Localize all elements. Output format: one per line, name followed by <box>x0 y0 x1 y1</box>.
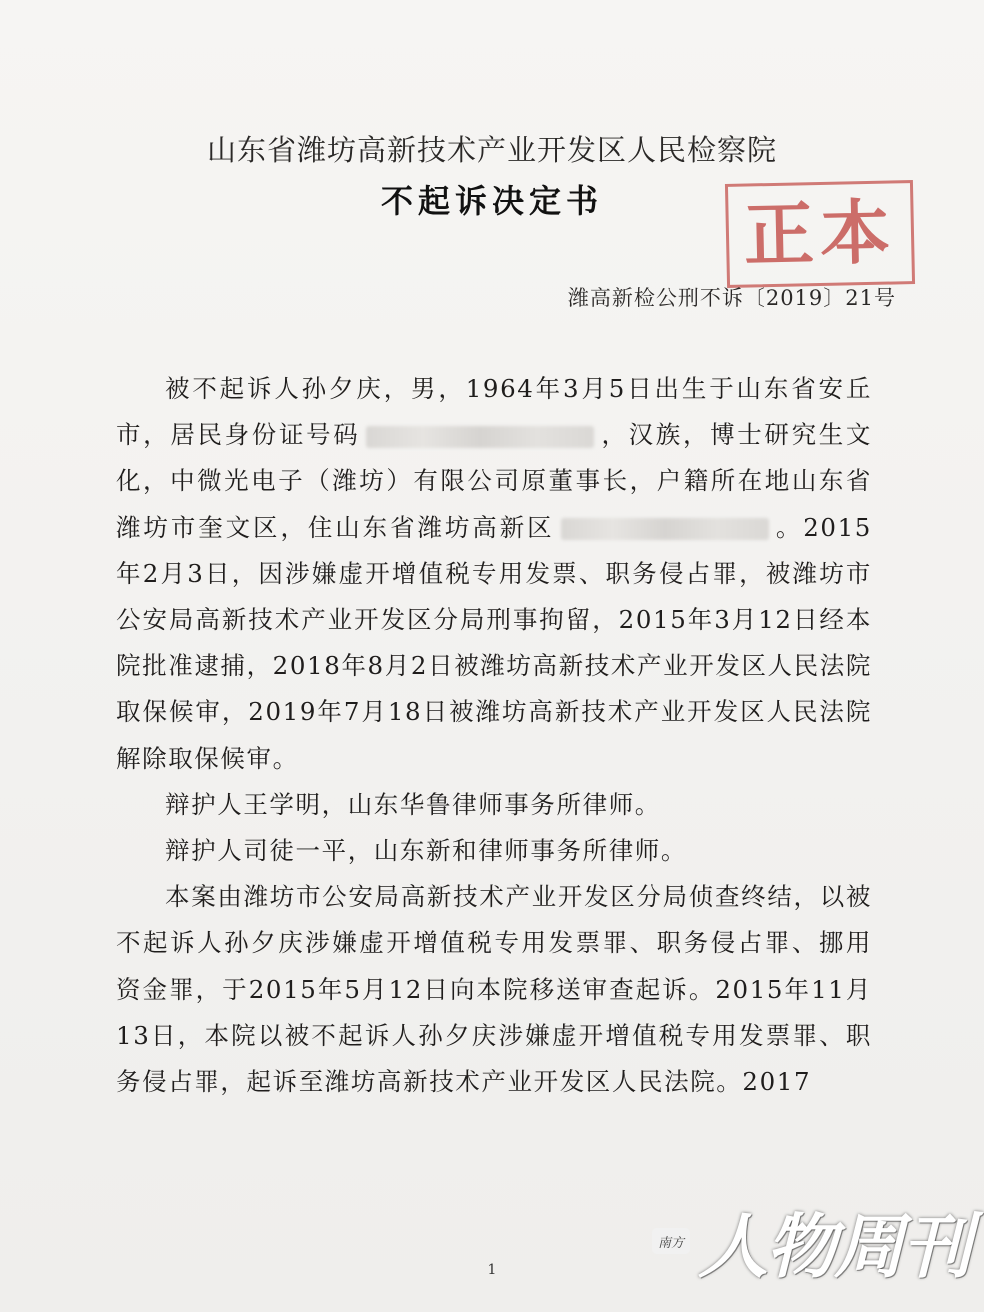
stamp-text: 正本 <box>743 191 897 277</box>
watermark-small-logo: 南方 <box>652 1228 690 1254</box>
document-type-title: 不起诉决定书 <box>380 182 603 220</box>
document-number: 潍高新检公刑不诉〔2019〕21号 <box>567 286 896 310</box>
redacted-address <box>561 518 769 540</box>
publication-watermark <box>652 1206 972 1302</box>
paragraph-defendant-info <box>116 366 872 782</box>
paragraph-defender-2: 辩护人司徒一平，山东新和律师事务所律师。 <box>165 836 687 866</box>
defendant-info-part3: 。2015年2月3日，因涉嫌虚开增值税专用发票、职务侵占罪，被潍坊市公安局高新技术产业开发区分局刑事拘留，2015年3月12日经本院批准逮捕，2018年8月2日被潍坊高新技术产业开发区人民法院取保候审，2019年7月18日被潍坊高新技术产业开发区人民法院解除取保候审。 <box>116 512 872 773</box>
document-issuer-title: 山东省潍坊高新技术产业开发区人民检察院 <box>206 133 777 167</box>
defendant-info-part1: 被不起诉人孙夕庆，男，1964年3月5日出生于山东省安丘市，居民身份证号码 <box>116 374 872 450</box>
watermark-big-logo: 人物周刊 <box>698 1206 970 1288</box>
page-number: 1 <box>487 1262 497 1278</box>
paragraph-case-history: 本案由潍坊市公安局高新技术产业开发区分局侦查终结，以被不起诉人孙夕庆涉嫌虚开增值税专用发票罪、职务侵占罪、挪用资金罪，于2015年5月12日向本院移送审查起诉。2015年11月13日，本院以被不起诉人孙夕庆涉嫌虚开增值税专用发票罪、职务侵占罪，起诉至潍坊高新技术产业开发区人民法院。2017 <box>116 882 872 1097</box>
redacted-id-number <box>366 426 594 448</box>
defendant-info-part2: ，汉族，博士研究生文化，中微光电子（潍坊）有限公司原董事长，户籍所在地山东省潍坊市奎文区，住山东省潍坊高新区 <box>116 420 872 542</box>
paragraph-defender-1: 辩护人王学明，山东华鲁律师事务所律师。 <box>165 789 661 819</box>
document-body <box>116 366 872 1105</box>
original-copy-stamp <box>725 180 915 288</box>
